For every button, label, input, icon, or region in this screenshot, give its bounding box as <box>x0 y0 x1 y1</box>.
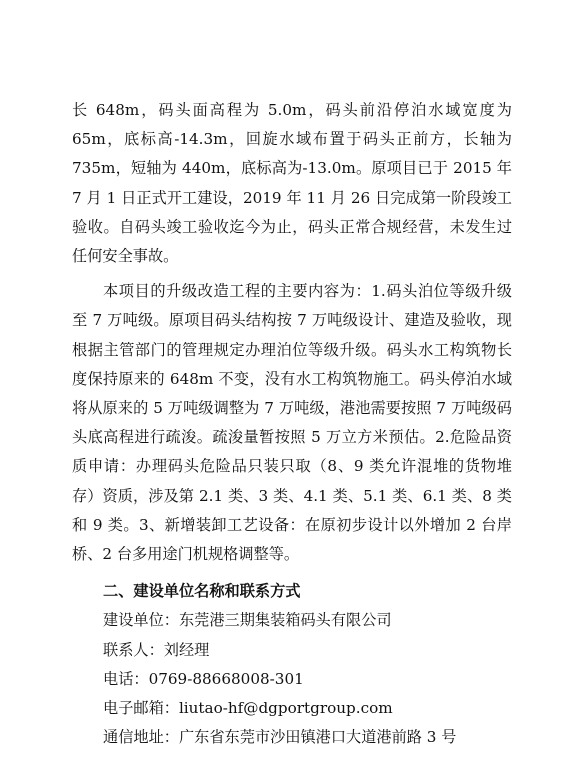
contact-label: 建设单位： <box>103 611 179 630</box>
section-heading: 二、建设单位名称和联系方式 <box>103 582 301 601</box>
contact-row-person <box>103 636 565 665</box>
contact-row-email <box>103 694 565 723</box>
contact-label: 电话： <box>103 669 149 688</box>
contact-row-phone <box>103 665 565 694</box>
contact-value: liutao-hf@dgportgroup.com <box>178 699 393 718</box>
contact-list <box>0 606 565 752</box>
contact-label: 电子邮箱： <box>103 699 179 718</box>
contact-value: 东莞港三期集装箱码头有限公司 <box>178 611 392 630</box>
contact-label: 通信地址： <box>103 728 179 747</box>
upgrade-content-paragraph: 本项目的升级改造工程的主要内容为：1.码头泊位等级升级至 7 万吨级。原项目码头结构按 7 万吨级设计、建造及验收，现根据主管部门的管理规定办理泊位等级升级。码头水工构筑物长度保持原来的 648m 不变，没有水工构筑物施工。码头停泊水域将从原来的 5 万吨级调整为 7 万吨级，港池需要按照 7 万吨级码头底高程进行疏浚。疏浚量暂按照 5 万立方米预估。2.危险品资质申请：办理码头危险品只装只取（8、9 类允许混堆的货物堆存）资质，涉及第 2.1 类、3 类、4.1 类、5.1 类、6.1 类、8 类和 9 类。3、新增装卸工艺设备：在原初步设计以外增加 2 台岸桥、2 台多用途门机规格调整等。 <box>72 282 512 564</box>
contact-value: 广东省东莞市沙田镇港口大道港前路 3 号 <box>178 728 457 747</box>
contact-row-company <box>103 606 565 635</box>
contact-label: 联系人： <box>103 640 164 659</box>
document-content <box>0 96 565 752</box>
contact-value: 刘经理 <box>163 640 210 659</box>
contact-value: 0769-88668008-301 <box>148 669 304 688</box>
project-description-paragraph: 长 648m，码头面高程为 5.0m，码头前沿停泊水域宽度为 65m，底标高-14.3m，回旋水域布置于码头正前方，长轴为 735m，短轴为 440m，底标高为-13.0m。原项目已于 2015 年 7 月 1 日正式开工建设，2019 年 11 月 26 日完成第一阶段竣工验收。自码头竣工验收迄今为止，码头正常合规经营，未发生过任何安全事故。 <box>72 101 512 266</box>
contact-row-address <box>103 723 565 752</box>
